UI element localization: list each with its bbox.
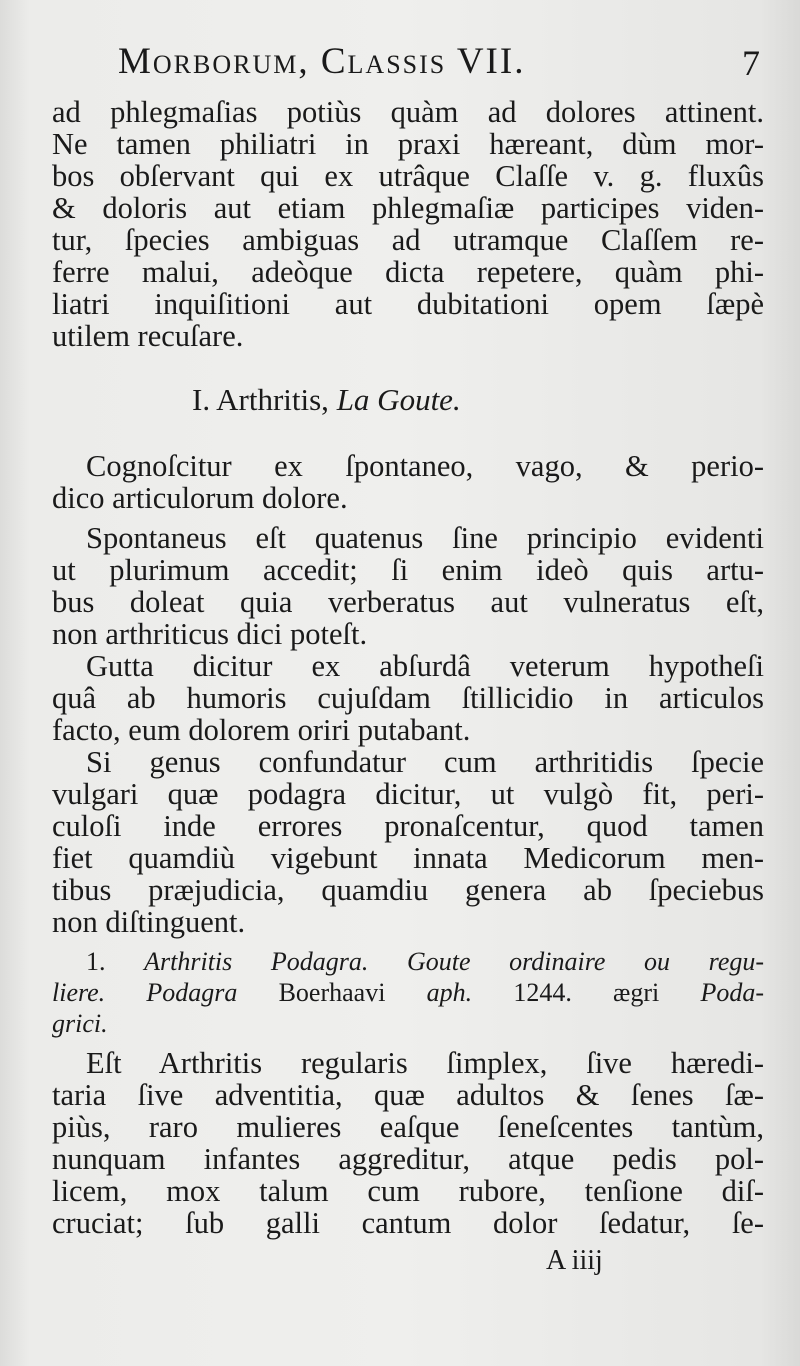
- text-line: nunquam infantes aggreditur, atque pedis pol-: [52, 1142, 764, 1176]
- species-name: Arthritis Podagra.: [144, 947, 369, 976]
- text-line: cruciat; ſub galli cantum dolor ſedatur, ſe-: [52, 1206, 764, 1240]
- text-block: [52, 40, 764, 1277]
- text-line: Spontaneus eſt quatenus ſine principio evidenti: [86, 521, 764, 555]
- species-line: grici.: [52, 1009, 108, 1038]
- text-line: piùs, raro mulieres eaſque ſeneſcentes tantùm,: [52, 1110, 764, 1144]
- paragraph-spontaneus: [52, 522, 764, 650]
- section-number: I.: [192, 382, 211, 417]
- text-line: liatri inquiſitioni aut dubitationi opem ſæpè: [52, 287, 764, 321]
- text-line: non diſtinguent.: [52, 905, 246, 939]
- author-name: Boerhaavi: [278, 978, 386, 1007]
- text-line: fiet quamdiù vigebunt innata Medicorum men-: [52, 841, 764, 875]
- text-line: dico articulorum dolore.: [52, 481, 348, 515]
- text-line: bus doleat quia verberatus aut vulneratus eſt,: [52, 585, 764, 619]
- paragraph-genus: [52, 746, 764, 938]
- text-line: facto, eum dolorem oriri putabant.: [52, 713, 471, 747]
- text-line: Cognoſcitur ex ſpontaneo, vago, & perio-: [86, 449, 764, 483]
- text-line: quâ ab humoris cujuſdam ſtillicidio in articulos: [52, 681, 764, 715]
- species-french: Goute ordinaire ou regu-: [407, 947, 765, 976]
- text-line: utilem recuſare.: [52, 319, 244, 353]
- text-line: Eſt Arthritis regularis ſimplex, ſive hæredi-: [86, 1046, 764, 1080]
- section-latin: Arthritis,: [216, 382, 329, 417]
- paragraph-gutta: [52, 650, 764, 746]
- text-line: licem, mox talum cum rubore, tenſione diſ-: [52, 1174, 764, 1208]
- text-line: ad phlegmaſias potiùs quàm ad dolores attinent.: [52, 95, 764, 129]
- species-line: liere. Podagra Boerhaavi aph. 1244. ægri Poda-: [52, 978, 765, 1007]
- species-entry: [52, 946, 764, 1039]
- text-line: non arthriticus dici poteſt.: [52, 617, 368, 651]
- text-line: & doloris aut etiam phlegmaſiæ participes viden-: [52, 191, 764, 225]
- text-line: bos obſervant qui ex utrâque Claſſe v. g. fluxûs: [52, 159, 764, 193]
- signature-mark: A iiij: [546, 1245, 603, 1276]
- paragraph-definition: [52, 450, 764, 514]
- section-french: La Goute.: [336, 382, 461, 417]
- text-line: Ne tamen philiatri in praxi hæreant, dùm mor-: [52, 127, 764, 161]
- text-line: Si genus confundatur cum arthritidis ſpecie: [86, 745, 764, 779]
- text-line: tibus præjudicia, quamdiu genera ab ſpeciebus: [52, 873, 764, 907]
- intro-paragraph: [52, 96, 764, 352]
- running-title: Morborum, Classis VII.: [118, 41, 526, 82]
- species-number: 1.: [86, 947, 106, 976]
- paragraph-regularis: [52, 1047, 764, 1239]
- running-head: [52, 40, 764, 96]
- species-line: [52, 946, 764, 977]
- text-line: vulgari quæ podagra dicitur, ut vulgò fit, peri-: [52, 777, 764, 811]
- section-heading: [192, 380, 764, 420]
- text-line: taria ſive adventitia, quæ adultos & ſenes ſæ-: [52, 1078, 764, 1112]
- text-line: ut plurimum accedit; ſi enim ideò quis artu-: [52, 553, 764, 587]
- page-number: 7: [742, 43, 760, 83]
- text-line: tur, ſpecies ambiguas ad utramque Claſſem re-: [52, 223, 764, 257]
- text-line: ferre malui, adeòque dicta repetere, quàm phi-: [52, 255, 764, 289]
- text-line: culoſi inde errores pronaſcentur, quod tamen: [52, 809, 764, 843]
- text-line: Gutta dicitur ex abſurdâ veterum hypotheſi: [86, 649, 764, 683]
